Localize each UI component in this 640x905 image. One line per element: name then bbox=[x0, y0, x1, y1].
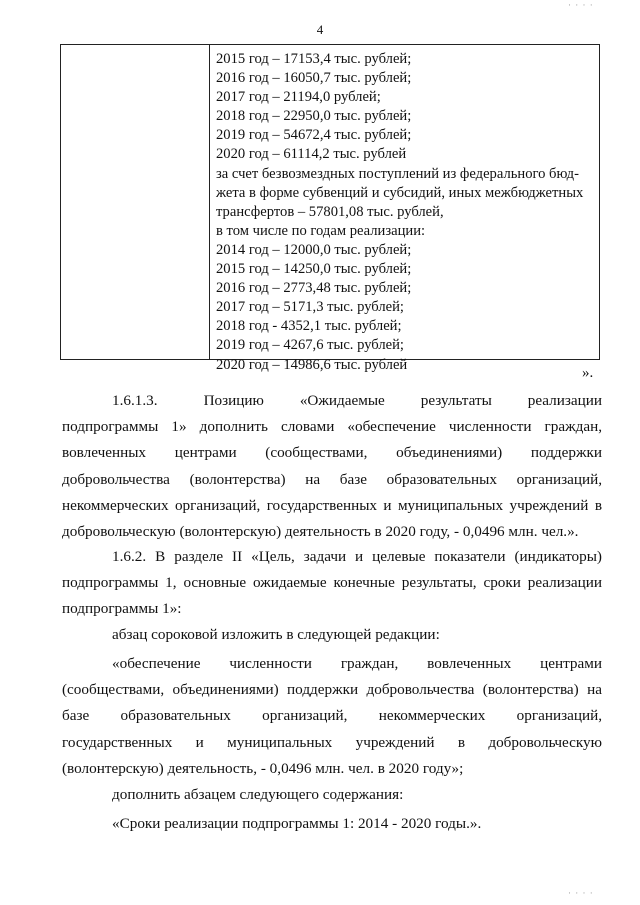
table-line: 2020 год – 61114,2 тыс. рублей bbox=[216, 146, 407, 163]
corner-mark-bottom: · · · · bbox=[568, 888, 594, 898]
paragraph-text: Позицию «Ожидаемые результаты реализации подпрограммы 1» дополнить словами «обеспечение численности граждан, вовлеченных центрами (сообществами, объединениями) поддержки добровольчества (волонтерства) на базе образовательных организаций, некоммерческих организаций, государственных и муниципальных учреждений в добровольческую (волонтерскую) деятельность в 2020 году, - 0,0496 млн. чел.». bbox=[62, 392, 602, 541]
paragraph-number: 1.6.1.3. bbox=[112, 392, 158, 409]
table-line: 2016 год – 2773,48 тыс. рублей; bbox=[216, 280, 412, 297]
table-left-cell bbox=[61, 45, 210, 359]
table-line: 2018 год – 22950,0 тыс. рублей; bbox=[216, 108, 412, 125]
financing-table bbox=[60, 44, 600, 373]
paragraph-add: дополнить абзацем следующего содержания: bbox=[112, 786, 404, 803]
table-line: 2020 год – 14986,6 тыс. рублей bbox=[216, 356, 408, 373]
table-line: трансфертов – 57801,08 тыс. рублей, bbox=[216, 203, 444, 220]
table-right-cell bbox=[210, 45, 599, 373]
paragraph-final: «Сроки реализации подпрограммы 1: 2014 - 2020 годы.». bbox=[112, 815, 482, 832]
table-line: жета в форме субвенций и субсидий, иных межбюджетных bbox=[216, 184, 584, 201]
paragraph-quote: «обеспечение численности граждан, вовлеченных центрами (сообществами, объединениями) поддержки добровольчества (волонтерства) на базе образовательных организаций, некоммерческих организаций, государственных и муниципальных учреждений в добровольческую (волонтерскую) деятельность, - 0,0496 млн. чел. в 2020 году»; bbox=[62, 655, 602, 777]
paragraph-1-6-1-3 bbox=[62, 388, 602, 545]
closing-quote: ». bbox=[582, 365, 594, 381]
table-line: 2019 год – 54672,4 тыс. рублей; bbox=[216, 127, 412, 144]
table-line: 2015 год – 14250,0 тыс. рублей; bbox=[216, 261, 412, 278]
corner-mark-top: · · · · bbox=[568, 0, 594, 10]
table-line: 2015 год – 17153,4 тыс. рублей; bbox=[216, 51, 412, 67]
table-line: 2018 год - 4352,1 тыс. рублей; bbox=[216, 318, 402, 335]
table-line: 2016 год – 16050,7 тыс. рублей; bbox=[216, 70, 412, 87]
table-line: 2019 год – 4267,6 тыс. рублей; bbox=[216, 337, 404, 354]
table-line: 2014 год – 12000,0 тыс. рублей; bbox=[216, 241, 412, 258]
table-line: 2017 год – 21194,0 рублей; bbox=[216, 89, 381, 106]
table-line: за счет безвозмездных поступлений из федерального бюд- bbox=[216, 165, 579, 182]
paragraph-abzac: абзац сороковой изложить в следующей редакции: bbox=[112, 626, 440, 643]
table-line: 2017 год – 5171,3 тыс. рублей; bbox=[216, 299, 404, 316]
page-number: 4 bbox=[316, 22, 324, 37]
paragraph-1-6-2: 1.6.2. В разделе II «Цель, задачи и целевые показатели (индикаторы) подпрограммы 1, основные ожидаемые конечные результаты, сроки реализации подпрограммы 1»: bbox=[62, 548, 602, 618]
table-line: в том числе по годам реализации: bbox=[216, 222, 426, 239]
